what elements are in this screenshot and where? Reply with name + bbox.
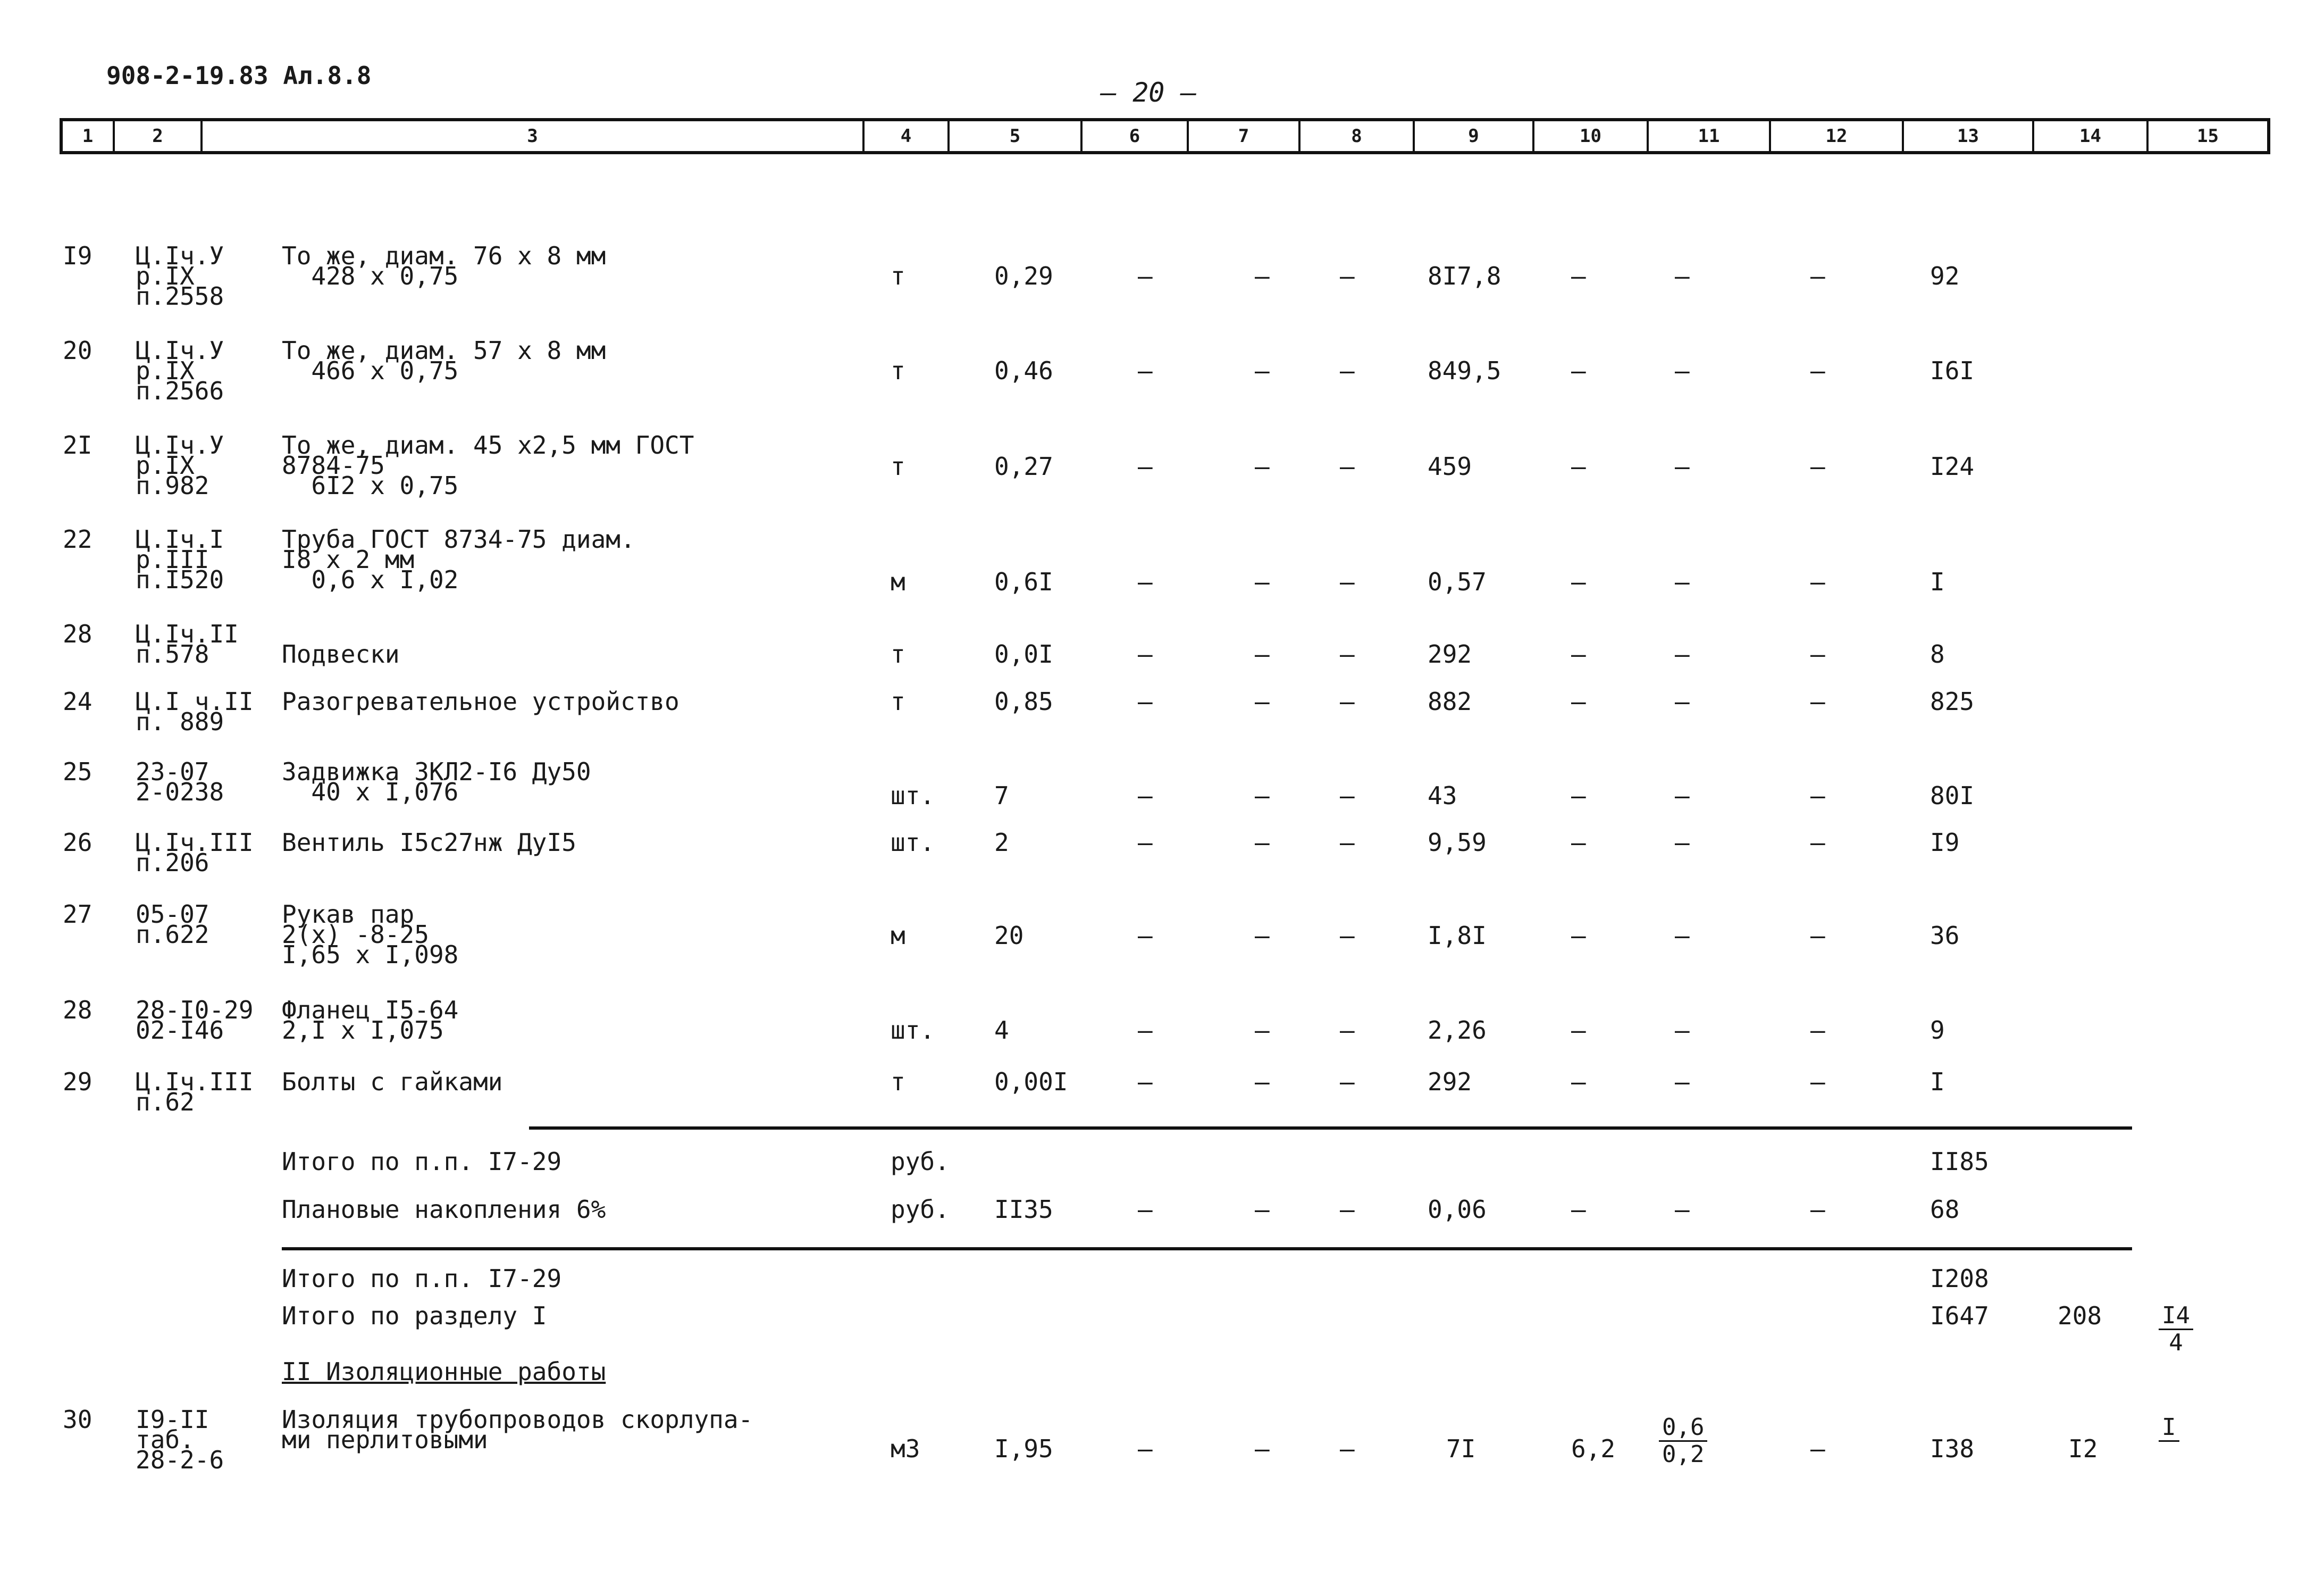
col8-value: – — [1340, 567, 1355, 596]
col7-value: – — [1255, 781, 1270, 810]
unit: шт. — [891, 828, 935, 857]
row-number: I9 — [63, 241, 93, 270]
col-header-11: 11 — [1649, 121, 1771, 151]
total-cost: 80I — [1930, 781, 1975, 810]
unit-price: 459 — [1428, 452, 1472, 481]
col11-value: – — [1675, 921, 1690, 950]
unit-price: 882 — [1428, 687, 1472, 716]
col8-value: – — [1340, 1067, 1355, 1096]
quantity: 0,46 — [994, 356, 1053, 385]
total-cost: 92 — [1930, 262, 1960, 290]
section-total-col15 — [2159, 1303, 2193, 1356]
col6-value: – — [1138, 781, 1153, 810]
quantity: 0,0I — [994, 640, 1053, 669]
col6-value: – — [1138, 452, 1153, 481]
col11-value: – — [1675, 1195, 1690, 1224]
col11-numerator: 0,6 — [1659, 1415, 1707, 1442]
item-description: То же, диам. 45 х2,5 мм ГОСТ 8784-75 6I2 х 0,75 — [282, 431, 694, 500]
col7-value: – — [1255, 1067, 1270, 1096]
col12-value: – — [1810, 1195, 1825, 1224]
col7-value: – — [1255, 921, 1270, 950]
norm-code: Ц.Iч.У р.IX п.2558 — [136, 241, 224, 311]
total-cost: 8 — [1930, 640, 1945, 669]
item-description: Вентиль I5с27нж ДуI5 — [282, 828, 576, 857]
quantity: 4 — [994, 1016, 1009, 1045]
col8-value: – — [1340, 921, 1355, 950]
unit-price: 0,57 — [1428, 567, 1487, 596]
unit-price: 292 — [1428, 640, 1472, 669]
col15-numerator: I4 — [2159, 1303, 2193, 1330]
col10-value: – — [1571, 687, 1586, 716]
row-number: 27 — [63, 900, 93, 929]
total-cost: I208 — [1930, 1264, 1989, 1293]
total-cost: I38 — [1930, 1434, 1975, 1463]
col14-value: I2 — [2068, 1434, 2098, 1463]
section-total-label: Итого по разделу I — [282, 1301, 547, 1330]
col15-fraction — [2159, 1415, 2179, 1467]
col15-denominator: 4 — [2169, 1329, 2183, 1356]
col8-value: – — [1340, 262, 1355, 290]
total-cost: 825 — [1930, 687, 1975, 716]
row-number: 20 — [63, 336, 93, 365]
col11-value: – — [1675, 262, 1690, 290]
item-description: То же, диам. 76 х 8 мм 428 х 0,75 — [282, 241, 606, 290]
col11-value: – — [1675, 781, 1690, 810]
col-header-12: 12 — [1771, 121, 1904, 151]
quantity: 0,27 — [994, 452, 1053, 481]
quantity: 0,6I — [994, 567, 1053, 596]
unit: шт. — [891, 1016, 935, 1045]
col6-value: – — [1138, 1067, 1153, 1096]
unit: т — [891, 640, 905, 669]
col7-value: – — [1255, 828, 1270, 857]
row-number: 29 — [63, 1067, 93, 1096]
total-cost: 36 — [1930, 921, 1960, 950]
col12-value: – — [1810, 1067, 1825, 1096]
col-header-5: 5 — [950, 121, 1083, 151]
row-number: 30 — [63, 1405, 93, 1434]
col10-value: – — [1571, 262, 1586, 290]
subtotal-rule — [529, 1126, 2132, 1130]
col10-value: – — [1571, 452, 1586, 481]
col12-value: – — [1810, 921, 1825, 950]
col7-value: – — [1255, 640, 1270, 669]
row-number: 26 — [63, 828, 93, 857]
norm-code: Ц.Iч.У р.IX п.982 — [136, 431, 224, 500]
col7-value: – — [1255, 262, 1270, 290]
unit: т — [891, 356, 905, 385]
unit-price: 43 — [1428, 781, 1457, 810]
item-description: Разогревательное устройство — [282, 687, 679, 716]
col7-value: – — [1255, 1434, 1270, 1463]
col6-value: – — [1138, 1195, 1153, 1224]
unit-price: 849,5 — [1428, 356, 1501, 385]
norm-code: Ц.Iч.У р.IX п.2566 — [136, 336, 224, 405]
col10-value: – — [1571, 828, 1586, 857]
col12-value: – — [1810, 567, 1825, 596]
col7-value: – — [1255, 567, 1270, 596]
quantity: 0,29 — [994, 262, 1053, 290]
col12-value: – — [1810, 356, 1825, 385]
norm-code: 23-07 2-0238 — [136, 757, 224, 806]
norm-code: Ц.Iч.I р.III п.I520 — [136, 525, 224, 594]
section-total-col14: 208 — [2058, 1301, 2102, 1330]
col11-value: – — [1675, 1067, 1690, 1096]
section-heading: II Изоляционные работы — [282, 1357, 606, 1386]
col8-value: – — [1340, 828, 1355, 857]
total-cost: I24 — [1930, 452, 1975, 481]
col-header-3: 3 — [203, 121, 865, 151]
col8-value: – — [1340, 1434, 1355, 1463]
col8-value: – — [1340, 1016, 1355, 1045]
quantity: I,95 — [994, 1434, 1053, 1463]
col-header-13: 13 — [1904, 121, 2034, 151]
col8-value: – — [1340, 452, 1355, 481]
col10-value: – — [1571, 567, 1586, 596]
norm-code: Ц.Iч.III п.62 — [136, 1067, 254, 1116]
col10-value: – — [1571, 356, 1586, 385]
col10-value: – — [1571, 1016, 1586, 1045]
row-number: 2I — [63, 431, 93, 460]
col6-value: – — [1138, 687, 1153, 716]
col11-value: – — [1675, 687, 1690, 716]
col15-value: I — [2159, 1415, 2179, 1442]
unit: т — [891, 1067, 905, 1096]
planned-savings-rate: 0,06 — [1428, 1195, 1487, 1224]
item-description: Подвески — [282, 640, 400, 669]
col8-value: – — [1340, 1195, 1355, 1224]
document-code: 908-2-19.83 Ал.8.8 — [106, 61, 372, 90]
col10-value: – — [1571, 640, 1586, 669]
col6-value: – — [1138, 262, 1153, 290]
item-description: Изоляция трубопроводов скорлупа- ми перлитовыми — [282, 1405, 753, 1454]
unit: м — [891, 567, 905, 596]
row-number: 24 — [63, 687, 93, 716]
unit-price: 8I7,8 — [1428, 262, 1501, 290]
col6-value: – — [1138, 1434, 1153, 1463]
col15-denominator — [2159, 1442, 2179, 1467]
col10-value: – — [1571, 1067, 1586, 1096]
unit: т — [891, 452, 905, 481]
norm-code: Ц.Iч.II п.578 — [136, 620, 239, 669]
quantity: 20 — [994, 921, 1024, 950]
col6-value: – — [1138, 1016, 1153, 1045]
unit-price: I,8I — [1428, 921, 1487, 950]
quantity: 0,00I — [994, 1067, 1068, 1096]
col7-value: – — [1255, 687, 1270, 716]
item-description: Болты с гайками — [282, 1067, 503, 1096]
col11-value: – — [1675, 452, 1690, 481]
col6-value: – — [1138, 828, 1153, 857]
col7-value: – — [1255, 1016, 1270, 1045]
subtotal-unit: руб. — [891, 1147, 950, 1176]
col-header-7: 7 — [1189, 121, 1301, 151]
unit: м3 — [891, 1434, 920, 1463]
col7-value: – — [1255, 356, 1270, 385]
col-header-2: 2 — [115, 121, 203, 151]
col11-value: – — [1675, 828, 1690, 857]
col11-denominator: 0,2 — [1662, 1441, 1705, 1468]
col12-value: – — [1810, 1016, 1825, 1045]
unit-price: 9,59 — [1428, 828, 1487, 857]
col8-value: – — [1340, 687, 1355, 716]
norm-code: Ц.I ч.II п. 889 — [136, 687, 254, 736]
col12-value: – — [1810, 452, 1825, 481]
norm-code: I9-II таб. 28-2-6 — [136, 1405, 224, 1474]
planned-savings-base: II35 — [994, 1195, 1053, 1224]
total-cost: I — [1930, 567, 1945, 596]
item-description: Задвижка ЗКЛ2-I6 Ду50 40 х I,076 — [282, 757, 591, 806]
col11-value: – — [1675, 1016, 1690, 1045]
col6-value: – — [1138, 921, 1153, 950]
col11-value: – — [1675, 567, 1690, 596]
col10-value: – — [1571, 921, 1586, 950]
column-header-row — [60, 118, 2270, 154]
col-header-1: 1 — [63, 121, 115, 151]
col11-fraction — [1659, 1415, 1707, 1467]
page-number: — 20 — — [1101, 77, 1197, 108]
planned-savings-unit: руб. — [891, 1195, 950, 1224]
col12-value: – — [1810, 828, 1825, 857]
total-cost: I6I — [1930, 356, 1975, 385]
col-header-10: 10 — [1534, 121, 1649, 151]
col-header-4: 4 — [865, 121, 950, 151]
col7-value: – — [1255, 452, 1270, 481]
col10-value: – — [1571, 1195, 1586, 1224]
unit: шт. — [891, 781, 935, 810]
planned-savings-label: Плановые накопления 6% — [282, 1195, 606, 1224]
col12-value: – — [1810, 262, 1825, 290]
col-header-9: 9 — [1415, 121, 1534, 151]
col11-value: – — [1675, 356, 1690, 385]
total-cost: I9 — [1930, 828, 1960, 857]
row-number: 28 — [63, 620, 93, 648]
col11-value: – — [1675, 640, 1690, 669]
col6-value: – — [1138, 567, 1153, 596]
col-header-6: 6 — [1083, 121, 1189, 151]
subtotal-label: Итого по п.п. I7-29 — [282, 1147, 562, 1176]
total-label: Итого по п.п. I7-29 — [282, 1264, 562, 1293]
unit: т — [891, 687, 905, 716]
col-header-14: 14 — [2034, 121, 2149, 151]
col12-value: – — [1810, 781, 1825, 810]
col8-value: – — [1340, 640, 1355, 669]
unit-price: 7I — [1446, 1434, 1476, 1463]
total-cost: 9 — [1930, 1016, 1945, 1045]
unit: м — [891, 921, 905, 950]
norm-code: 28-I0-29 02-I46 — [136, 996, 254, 1045]
total-rule — [282, 1247, 2132, 1250]
row-number: 28 — [63, 996, 93, 1024]
item-description: То же, диам. 57 х 8 мм 466 х 0,75 — [282, 336, 606, 385]
col12-value: – — [1810, 640, 1825, 669]
quantity: 2 — [994, 828, 1009, 857]
row-number: 25 — [63, 757, 93, 786]
total-cost: I — [1930, 1067, 1945, 1096]
col7-value: – — [1255, 1195, 1270, 1224]
col6-value: – — [1138, 640, 1153, 669]
planned-savings-cost: 68 — [1930, 1195, 1960, 1224]
col12-value: – — [1810, 687, 1825, 716]
unit-price: 292 — [1428, 1067, 1472, 1096]
section-total-cost: I647 — [1930, 1301, 1989, 1330]
row-number: 22 — [63, 525, 93, 554]
unit: т — [891, 262, 905, 290]
col8-value: – — [1340, 781, 1355, 810]
col8-value: – — [1340, 356, 1355, 385]
col10-value: 6,2 — [1571, 1434, 1616, 1463]
norm-code: 05-07 п.622 — [136, 900, 209, 949]
quantity: 7 — [994, 781, 1009, 810]
col6-value: – — [1138, 356, 1153, 385]
col10-value: – — [1571, 781, 1586, 810]
item-description: Рукав пар 2(х) -8-25 I,65 х I,098 — [282, 900, 459, 969]
unit-price: 2,26 — [1428, 1016, 1487, 1045]
item-description: Труба ГОСТ 8734-75 диам. I8 х 2 мм 0,6 х I,02 — [282, 525, 635, 594]
subtotal-cost: II85 — [1930, 1147, 1989, 1176]
col-header-15: 15 — [2197, 126, 2219, 147]
quantity: 0,85 — [994, 687, 1053, 716]
col12-value: – — [1810, 1434, 1825, 1463]
norm-code: Ц.Iч.III п.206 — [136, 828, 254, 877]
col-header-8: 8 — [1301, 121, 1415, 151]
item-description: Фланец I5-64 2,I х I,075 — [282, 996, 459, 1045]
